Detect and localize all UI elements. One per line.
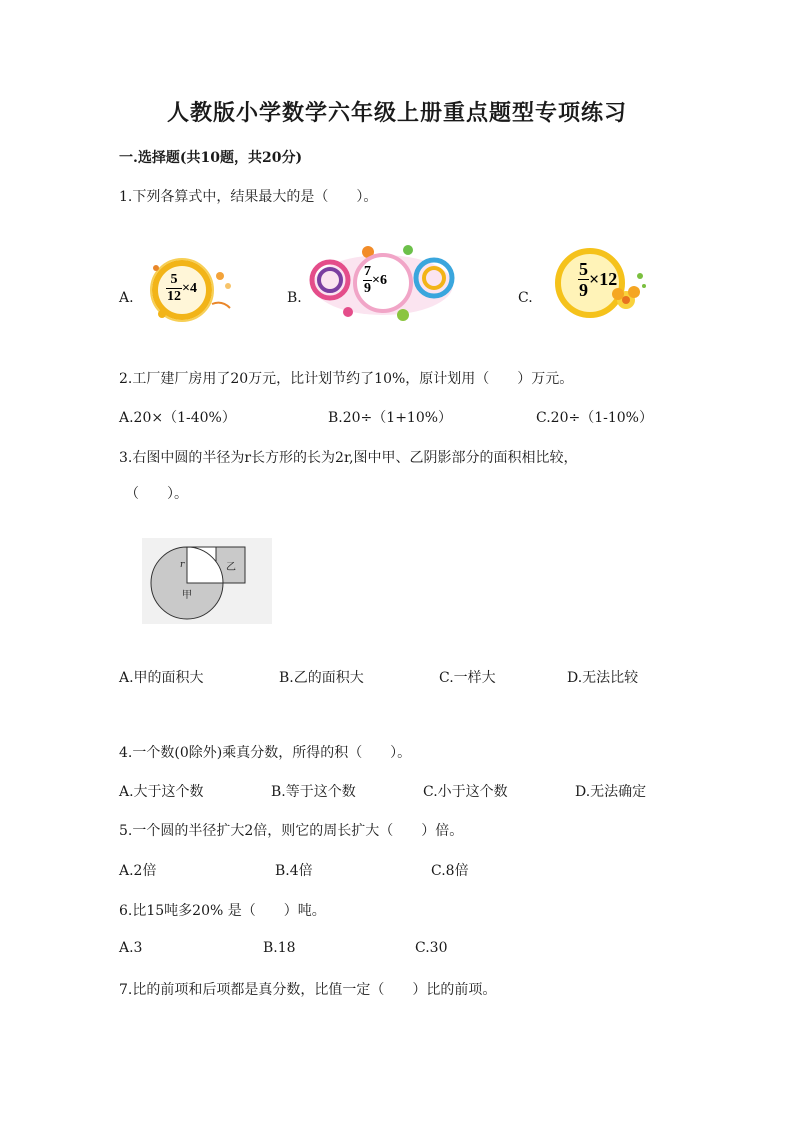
q4-option-a: A.大于这个数	[119, 784, 204, 800]
q3-option-c: C.一样大	[439, 670, 496, 686]
q6-option-c: C.30	[415, 940, 448, 956]
q1a-operator: ×4	[182, 280, 197, 296]
section-heading: 一.选择题(共10题，共20分)	[119, 150, 303, 166]
q5-option-b: B.4倍	[275, 863, 313, 879]
q4-option-d: D.无法确定	[575, 784, 647, 800]
q3-option-b: B.乙的面积大	[279, 670, 364, 686]
q1b-denominator: 9	[364, 281, 371, 296]
q5-option-c: C.8倍	[431, 863, 469, 879]
circle-shaded-label: 甲	[182, 590, 192, 601]
q2-option-b: B.20÷（1+10%）	[328, 410, 453, 426]
q1-option-b-badge	[308, 240, 458, 325]
question-6-stem: 6.比15吨多20% 是（ ）吨。	[119, 903, 326, 919]
q1-option-a-label: A.	[119, 290, 134, 306]
page-title: 人教版小学数学六年级上册重点题型专项练习	[166, 100, 627, 126]
q1c-denominator: 9	[579, 280, 588, 300]
circle-rectangle-figure	[142, 538, 272, 624]
question-3-stem-line-1: 3.右图中圆的半径为r长方形的长为2r,图中甲、乙阴影部分的面积相比较，	[119, 450, 578, 466]
q1b-numerator: 7	[364, 264, 371, 279]
question-3-stem-line-2: （ ）。	[125, 486, 188, 502]
q3-option-a: A.甲的面积大	[119, 670, 204, 686]
q1-option-b-label: B.	[287, 290, 302, 306]
q4-option-b: B.等于这个数	[271, 784, 356, 800]
q6-option-a: A.3	[119, 940, 143, 956]
question-5-stem: 5.一个圆的半径扩大2倍，则它的周长扩大（ ）倍。	[119, 823, 464, 839]
q1-option-c-badge	[548, 246, 658, 320]
question-4-stem: 4.一个数(0除外)乘真分数，所得的积（ ）。	[119, 745, 412, 761]
q4-option-c: C.小于这个数	[423, 784, 508, 800]
rect-shaded-label: 乙	[226, 562, 236, 573]
q3-option-d: D.无法比较	[567, 670, 639, 686]
question-1-stem: 1.下列各算式中，结果最大的是（ ）。	[119, 189, 378, 205]
radius-label: r	[180, 560, 185, 570]
q6-option-b: B.18	[263, 940, 296, 956]
question-7-stem: 7.比的前项和后项都是真分数，比值一定（ ）比的前项。	[119, 982, 497, 998]
q3-figure	[142, 538, 272, 624]
q1-option-a-badge	[142, 254, 242, 324]
question-2-stem: 2.工厂建厂房用了20万元，比计划节约了10%，原计划用（ ）万元。	[119, 371, 574, 387]
q2-option-c: C.20÷（1-10%）	[536, 410, 653, 426]
q1c-numerator: 5	[579, 259, 588, 279]
q5-option-a: A.2倍	[119, 863, 157, 879]
q1b-operator: ×6	[372, 272, 387, 288]
q2-option-a: A.20×（1-40%）	[119, 410, 236, 426]
q1a-denominator: 12	[167, 289, 181, 304]
q1c-operator: ×12	[589, 269, 618, 289]
q1-option-c-label: C.	[518, 290, 533, 306]
q1a-numerator: 5	[170, 272, 178, 287]
